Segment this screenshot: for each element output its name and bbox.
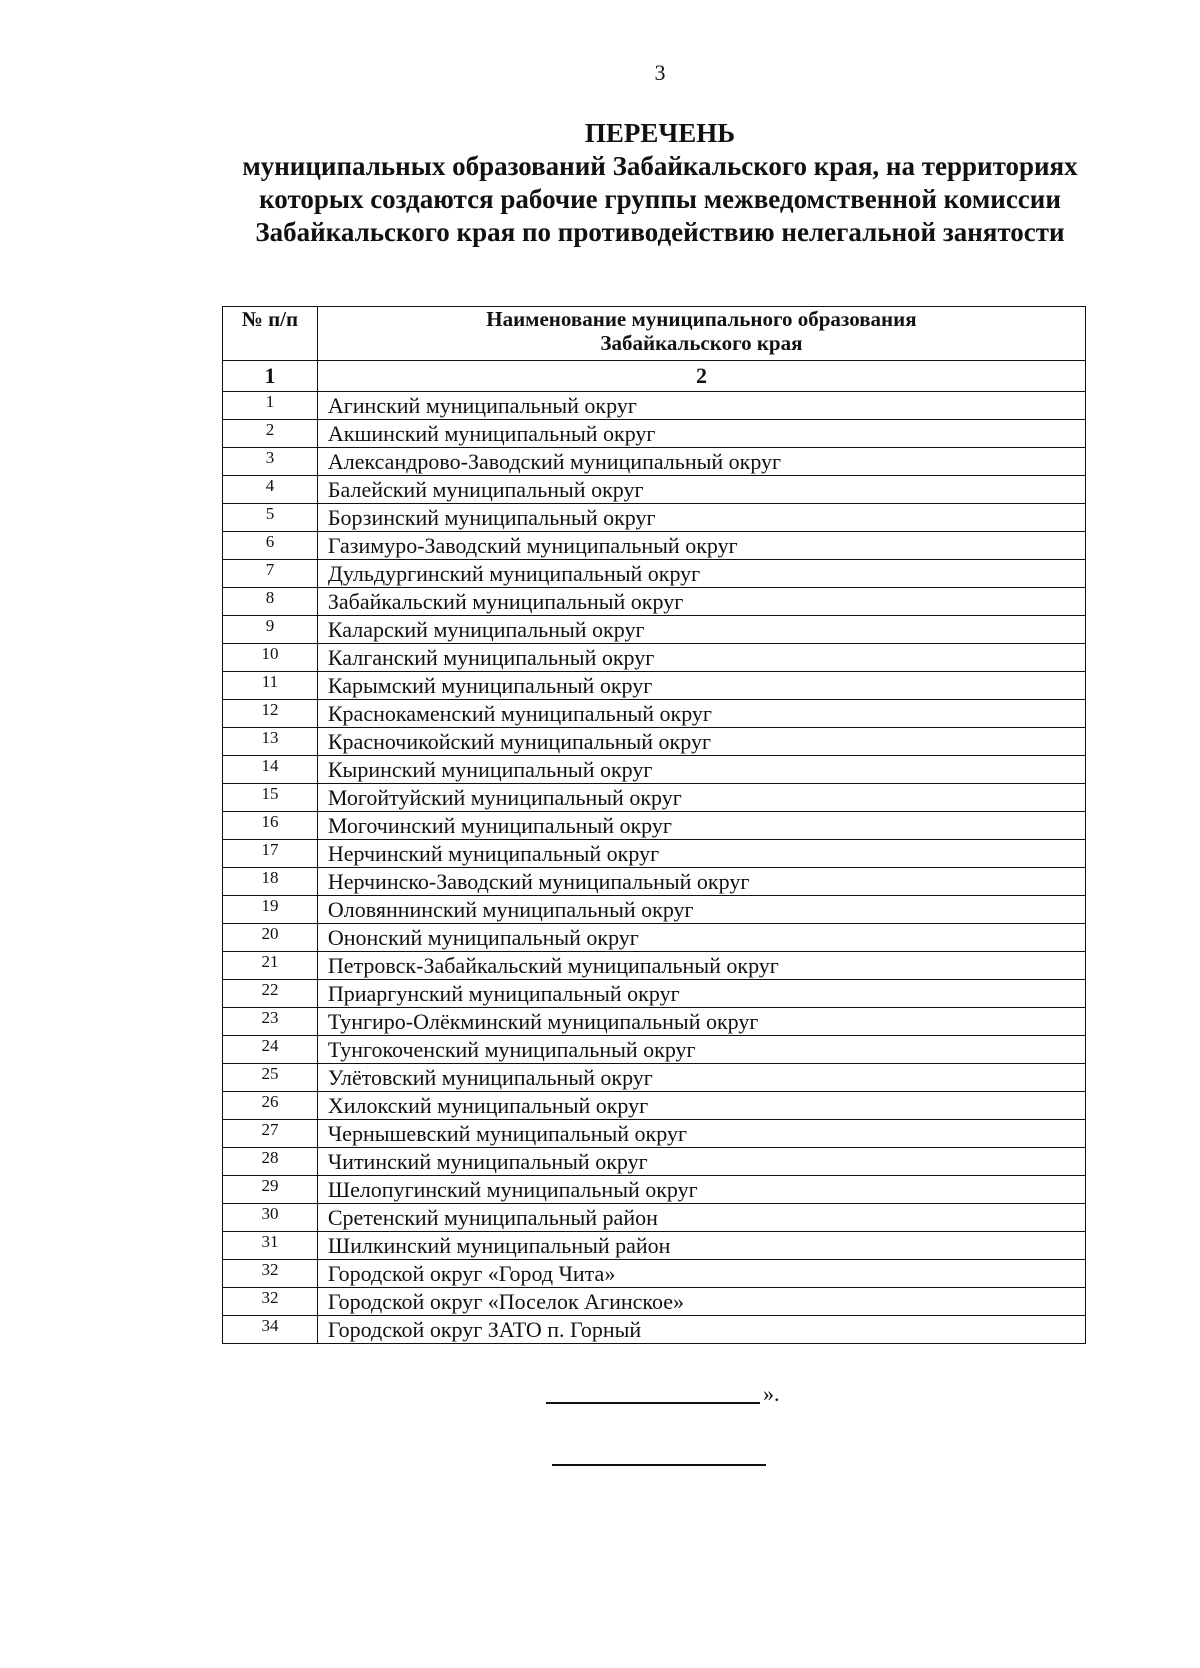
row-number: 12	[223, 700, 318, 728]
municipality-name: Карымский муниципальный округ	[317, 672, 1085, 700]
municipality-name: Нерчинский муниципальный округ	[317, 840, 1085, 868]
row-number: 27	[223, 1120, 318, 1148]
table-row	[223, 924, 1086, 952]
column-index-1: 1	[223, 361, 318, 392]
table-row	[223, 784, 1086, 812]
row-number: 29	[223, 1176, 318, 1204]
heading-line-4: Забайкальского края по противодействию нелегальной занятости	[255, 217, 1065, 247]
table-row	[223, 1176, 1086, 1204]
municipality-name: Нерчинско-Заводский муниципальный округ	[317, 868, 1085, 896]
row-number: 19	[223, 896, 318, 924]
municipality-name: Ононский муниципальный округ	[317, 924, 1085, 952]
municipality-name: Тунгокоченский муниципальный округ	[317, 1036, 1085, 1064]
table-row	[223, 952, 1086, 980]
row-number: 26	[223, 1092, 318, 1120]
row-number: 23	[223, 1008, 318, 1036]
header-name-line-2: Забайкальского края	[600, 331, 803, 355]
municipality-name: Забайкальский муниципальный округ	[317, 588, 1085, 616]
municipality-name: Оловяннинский муниципальный округ	[317, 896, 1085, 924]
row-number: 31	[223, 1232, 318, 1260]
municipality-name: Калганский муниципальный округ	[317, 644, 1085, 672]
municipality-name: Чернышевский муниципальный округ	[317, 1120, 1085, 1148]
table-header-row	[223, 307, 1086, 361]
table-row	[223, 532, 1086, 560]
row-number: 34	[223, 1316, 318, 1344]
municipalities-table	[222, 306, 1086, 1344]
row-number: 7	[223, 560, 318, 588]
table-row	[223, 392, 1086, 420]
row-number: 28	[223, 1148, 318, 1176]
row-number: 32	[223, 1260, 318, 1288]
municipality-name: Балейский муниципальный округ	[317, 476, 1085, 504]
municipality-name: Хилокский муниципальный округ	[317, 1092, 1085, 1120]
row-number: 21	[223, 952, 318, 980]
table-row	[223, 1008, 1086, 1036]
end-divider-line	[552, 1464, 766, 1466]
municipality-name: Дульдургинский муниципальный округ	[317, 560, 1085, 588]
table-row	[223, 672, 1086, 700]
municipality-name: Улётовский муниципальный округ	[317, 1064, 1085, 1092]
municipality-name: Шилкинский муниципальный район	[317, 1232, 1085, 1260]
row-number: 13	[223, 728, 318, 756]
row-number: 4	[223, 476, 318, 504]
row-number: 5	[223, 504, 318, 532]
table-row	[223, 616, 1086, 644]
row-number: 14	[223, 756, 318, 784]
table-row	[223, 560, 1086, 588]
heading-line-3: которых создаются рабочие группы межведомственной комиссии	[259, 184, 1061, 214]
closing-quote-mark: ».	[763, 1381, 780, 1406]
row-number: 10	[223, 644, 318, 672]
row-number: 30	[223, 1204, 318, 1232]
table-row	[223, 1232, 1086, 1260]
row-number: 2	[223, 420, 318, 448]
table-row	[223, 812, 1086, 840]
table-row	[223, 840, 1086, 868]
municipality-name: Каларский муниципальный округ	[317, 616, 1085, 644]
row-number: 9	[223, 616, 318, 644]
municipality-name: Красночикойский муниципальный округ	[317, 728, 1085, 756]
municipality-name: Читинский муниципальный округ	[317, 1148, 1085, 1176]
page-number: 3	[654, 60, 666, 85]
row-number: 32	[223, 1288, 318, 1316]
municipality-name: Тунгиро-Олёкминский муниципальный округ	[317, 1008, 1085, 1036]
row-number: 17	[223, 840, 318, 868]
municipality-name: Петровск-Забайкальский муниципальный округ	[317, 952, 1085, 980]
table-row	[223, 868, 1086, 896]
table-row	[223, 756, 1086, 784]
row-number: 16	[223, 812, 318, 840]
municipality-name: Кыринский муниципальный округ	[317, 756, 1085, 784]
row-number: 15	[223, 784, 318, 812]
table-row	[223, 1036, 1086, 1064]
table-row	[223, 728, 1086, 756]
table-row	[223, 1092, 1086, 1120]
row-number: 24	[223, 1036, 318, 1064]
table-row	[223, 896, 1086, 924]
municipality-name: Городской округ «Поселок Агинское»	[317, 1288, 1085, 1316]
table-row	[223, 644, 1086, 672]
municipality-name: Борзинский муниципальный округ	[317, 504, 1085, 532]
row-number: 8	[223, 588, 318, 616]
row-number: 6	[223, 532, 318, 560]
municipality-name: Могочинский муниципальный округ	[317, 812, 1085, 840]
municipality-name: Акшинский муниципальный округ	[317, 420, 1085, 448]
header-name-line-1: Наименование муниципального образования	[486, 307, 917, 331]
table-row	[223, 1148, 1086, 1176]
column-index-row	[223, 361, 1086, 392]
municipality-name: Городской округ «Город Чита»	[317, 1260, 1085, 1288]
table-row	[223, 700, 1086, 728]
table-row	[223, 1316, 1086, 1344]
municipality-name: Городской округ ЗАТО п. Горный	[317, 1316, 1085, 1344]
municipality-name: Александрово-Заводский муниципальный округ	[317, 448, 1085, 476]
table-row	[223, 1120, 1086, 1148]
row-number: 22	[223, 980, 318, 1008]
municipality-name: Могойтуйский муниципальный округ	[317, 784, 1085, 812]
header-name	[317, 307, 1085, 361]
header-number: № п/п	[223, 307, 318, 361]
municipality-name: Газимуро-Заводский муниципальный округ	[317, 532, 1085, 560]
row-number: 11	[223, 672, 318, 700]
table-row	[223, 1204, 1086, 1232]
row-number: 25	[223, 1064, 318, 1092]
row-number: 1	[223, 392, 318, 420]
heading-title: ПЕРЕЧЕНЬ	[584, 118, 736, 148]
municipality-name: Агинский муниципальный округ	[317, 392, 1085, 420]
table-row	[223, 448, 1086, 476]
column-index-2: 2	[317, 361, 1085, 392]
municipality-name: Краснокаменский муниципальный округ	[317, 700, 1085, 728]
table-row	[223, 1288, 1086, 1316]
table-row	[223, 476, 1086, 504]
municipality-name: Сретенский муниципальный район	[317, 1204, 1085, 1232]
table-row	[223, 1260, 1086, 1288]
heading-line-2: муниципальных образований Забайкальского края, на территориях	[242, 151, 1078, 181]
table-row	[223, 980, 1086, 1008]
table-row	[223, 1064, 1086, 1092]
row-number: 18	[223, 868, 318, 896]
row-number: 3	[223, 448, 318, 476]
closing-underline	[546, 1402, 760, 1404]
municipality-name: Приаргунский муниципальный округ	[317, 980, 1085, 1008]
row-number: 20	[223, 924, 318, 952]
table-row	[223, 504, 1086, 532]
table-row	[223, 588, 1086, 616]
table-row	[223, 420, 1086, 448]
municipality-name: Шелопугинский муниципальный округ	[317, 1176, 1085, 1204]
